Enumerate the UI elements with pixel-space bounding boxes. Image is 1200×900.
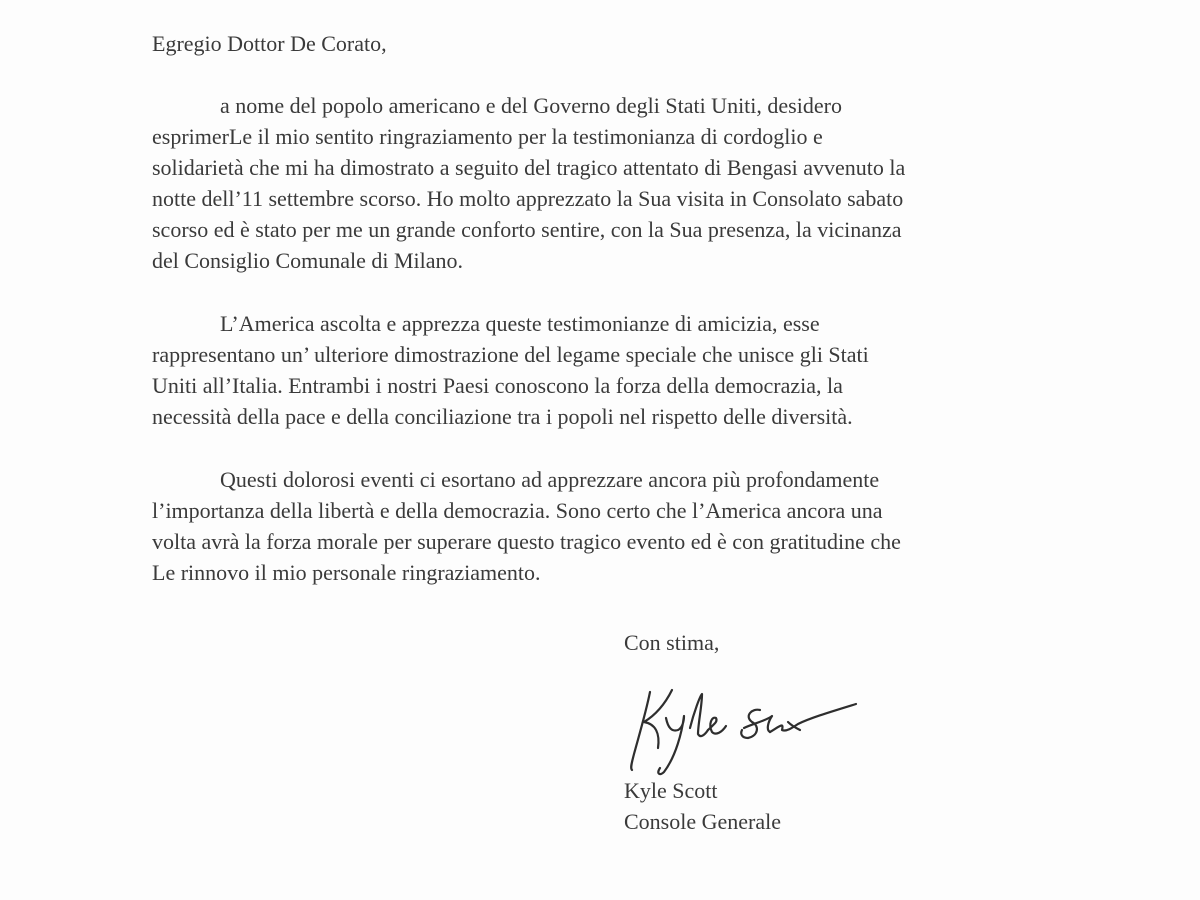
paragraph-line: Questi dolorosi eventi ci esortano ad apprezzare ancora più profondamente xyxy=(220,467,880,492)
paragraph-line: L’America ascolta e apprezza queste testimonianze di amicizia, esse xyxy=(220,311,820,336)
closing: Con stima, xyxy=(624,630,720,655)
paragraph-line: l’importanza della libertà e della democrazia. Sono certo che l’America ancora una xyxy=(152,498,883,523)
paragraph-line: necessità della pace e della conciliazione tra i popoli nel rispetto delle diversità. xyxy=(152,404,853,429)
paragraph-line: solidarietà che mi ha dimostrato a seguito del tragico attentato di Bengasi avvenuto la xyxy=(152,155,906,180)
signer-title: Console Generale xyxy=(624,809,781,834)
paragraph-line: a nome del popolo americano e del Governo degli Stati Uniti, desidero xyxy=(220,93,842,118)
handwritten-signature xyxy=(620,672,880,782)
paragraph-line: volta avrà la forza morale per superare questo tragico evento ed è con gratitudine che xyxy=(152,529,901,554)
letter-body xyxy=(152,28,1052,585)
paragraph-3 xyxy=(152,464,901,588)
signer-block xyxy=(624,775,781,837)
paragraph-line: Le rinnovo il mio personale ringraziamento. xyxy=(152,560,541,585)
paragraph-2 xyxy=(152,308,869,432)
paragraph-line: rappresentano un’ ulteriore dimostrazione del legame speciale che unisce gli Stati xyxy=(152,342,869,367)
paragraph-line: notte dell’11 settembre scorso. Ho molto apprezzato la Sua visita in Consolato sabato xyxy=(152,186,904,211)
paragraph-line: del Consiglio Comunale di Milano. xyxy=(152,248,464,273)
salutation: Egregio Dottor De Corato, xyxy=(152,31,387,56)
signer-name: Kyle Scott xyxy=(624,778,718,803)
paragraph-line: scorso ed è stato per me un grande conforto sentire, con la Sua presenza, la vicinanza xyxy=(152,217,902,242)
paragraph-line: esprimerLe il mio sentito ringraziamento per la testimonianza di cordoglio e xyxy=(152,124,823,149)
paragraph-line: Uniti all’Italia. Entrambi i nostri Paesi conoscono la forza della democrazia, la xyxy=(152,373,843,398)
paragraph-1 xyxy=(152,90,905,276)
